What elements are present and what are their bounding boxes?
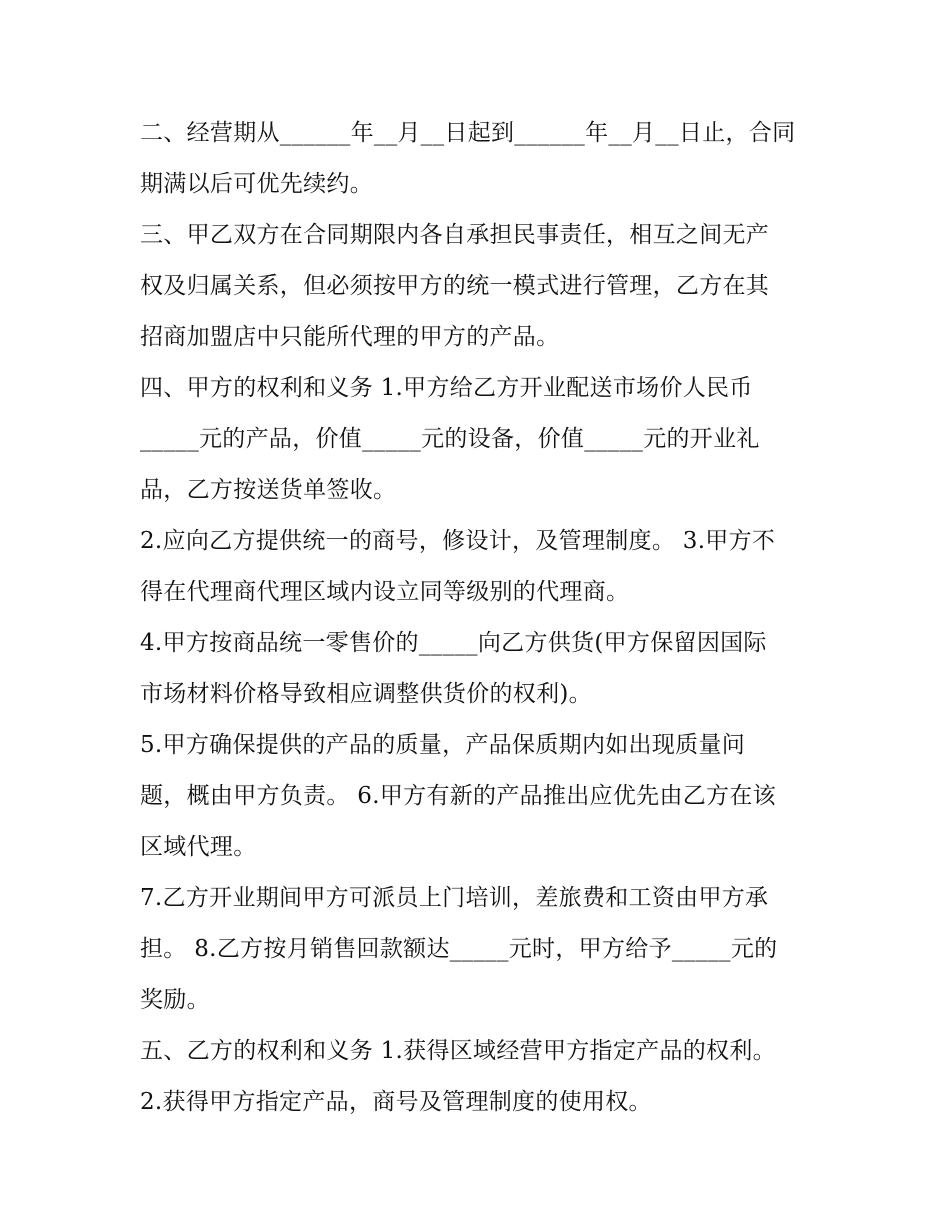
text-line: 三、甲乙双方在合同期限内各自承担民事责任，相互之间无产	[140, 222, 770, 248]
text-line: 4.甲方按商品统一零售价的_____向乙方供货(甲方保留因国际	[140, 630, 767, 656]
text-line: 得在代理商代理区域内设立同等级别的代理商。	[140, 579, 630, 605]
text-line: 品，乙方按送货单签收。	[140, 477, 397, 503]
text-line: 题，概由甲方负责。 6.甲方有新的产品推出应优先由乙方在该	[140, 783, 776, 809]
text-line: 五、乙方的权利和义务 1.获得区域经营甲方指定产品的权利。	[140, 1038, 776, 1064]
text-line: 权及归属关系，但必须按甲方的统一模式进行管理，乙方在其	[140, 273, 770, 299]
text-line: 2.获得甲方指定产品，商号及管理制度的使用权。	[140, 1089, 652, 1115]
text-line: 5.甲方确保提供的产品的质量，产品保质期内如出现质量问	[140, 732, 746, 758]
text-line: 区域代理。	[140, 834, 257, 860]
text-line: 二、经营期从______年__月__日起到______年__月__日止，合同	[140, 120, 796, 146]
text-line: 期满以后可优先续约。	[140, 171, 373, 197]
text-line: 7.乙方开业期间甲方可派员上门培训，差旅费和工资由甲方承	[140, 885, 769, 911]
text-line: 奖励。	[140, 987, 210, 1013]
text-line: 担。 8.乙方按月销售回款额达_____元时，甲方给予_____元的	[140, 936, 778, 962]
text-line: _____元的产品，价值_____元的设备，价值_____元的开业礼	[140, 426, 760, 452]
text-line: 2.应向乙方提供统一的商号，修设计，及管理制度。 3.甲方不	[140, 528, 776, 554]
document-body	[140, 108, 820, 1128]
text-line: 市场材料价格导致相应调整供货价的权利)。	[140, 681, 592, 707]
text-line: 四、甲方的权利和义务 1.甲方给乙方开业配送市场价人民币	[140, 375, 753, 401]
text-line: 招商加盟店中只能所代理的甲方的产品。	[140, 324, 560, 350]
